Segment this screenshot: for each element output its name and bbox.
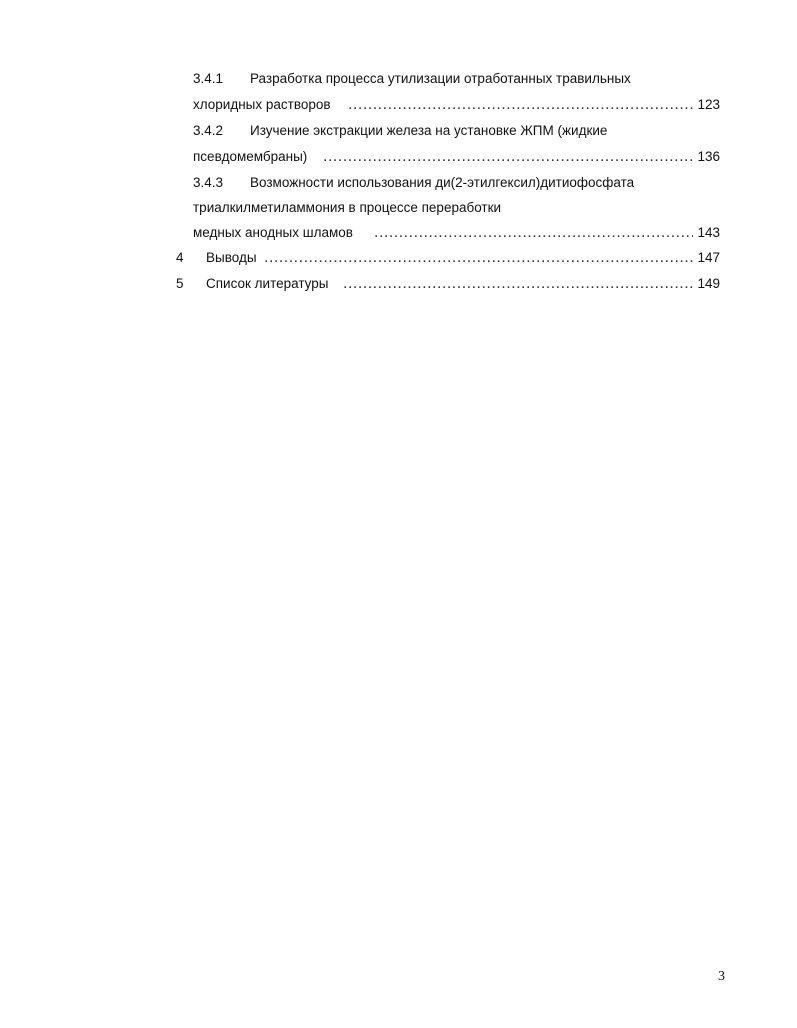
toc-entry-page: 149 <box>697 276 720 291</box>
toc-entry-page: 123 <box>697 97 720 112</box>
toc-entry-number: 4 <box>176 250 184 265</box>
toc-entry-title-continued: медных анодных шламов <box>193 225 353 240</box>
toc-entry-title: Разработка процесса утилизации отработанных травильных <box>250 71 631 86</box>
toc-leader-dots <box>264 249 693 267</box>
toc-entry-title-continued: псевдомембраны) <box>193 149 308 164</box>
toc-leader-dots <box>323 148 693 166</box>
toc-leader-dots <box>348 96 693 114</box>
toc-entry-number: 5 <box>176 276 184 291</box>
toc-leader-dots <box>374 224 693 242</box>
toc-entry-page: 147 <box>697 250 720 265</box>
toc-entry-number: 3.4.2 <box>193 123 224 138</box>
toc-entry-page: 143 <box>697 225 720 240</box>
toc-entry-number: 3.4.3 <box>193 175 224 190</box>
toc-leader-dots <box>343 275 693 293</box>
toc-entry-title: Изучение экстракции железа на установке ЖПМ (жидкие <box>250 123 608 138</box>
toc-entry-title: Возможности использования ди(2-этилгексил)дитиофосфата <box>250 175 635 190</box>
toc-entry-title-continued: хлоридных растворов <box>193 97 331 112</box>
toc-entry-title: Выводы <box>206 250 257 265</box>
toc-entry-title-continued: триалкилметиламмония в процессе переработки <box>193 200 502 215</box>
table-of-contents <box>0 0 797 320</box>
toc-entry-number: 3.4.1 <box>193 71 224 86</box>
toc-entry-title: Список литературы <box>206 276 329 291</box>
toc-entry-page: 136 <box>697 149 720 164</box>
page-number: 3 <box>718 969 725 984</box>
